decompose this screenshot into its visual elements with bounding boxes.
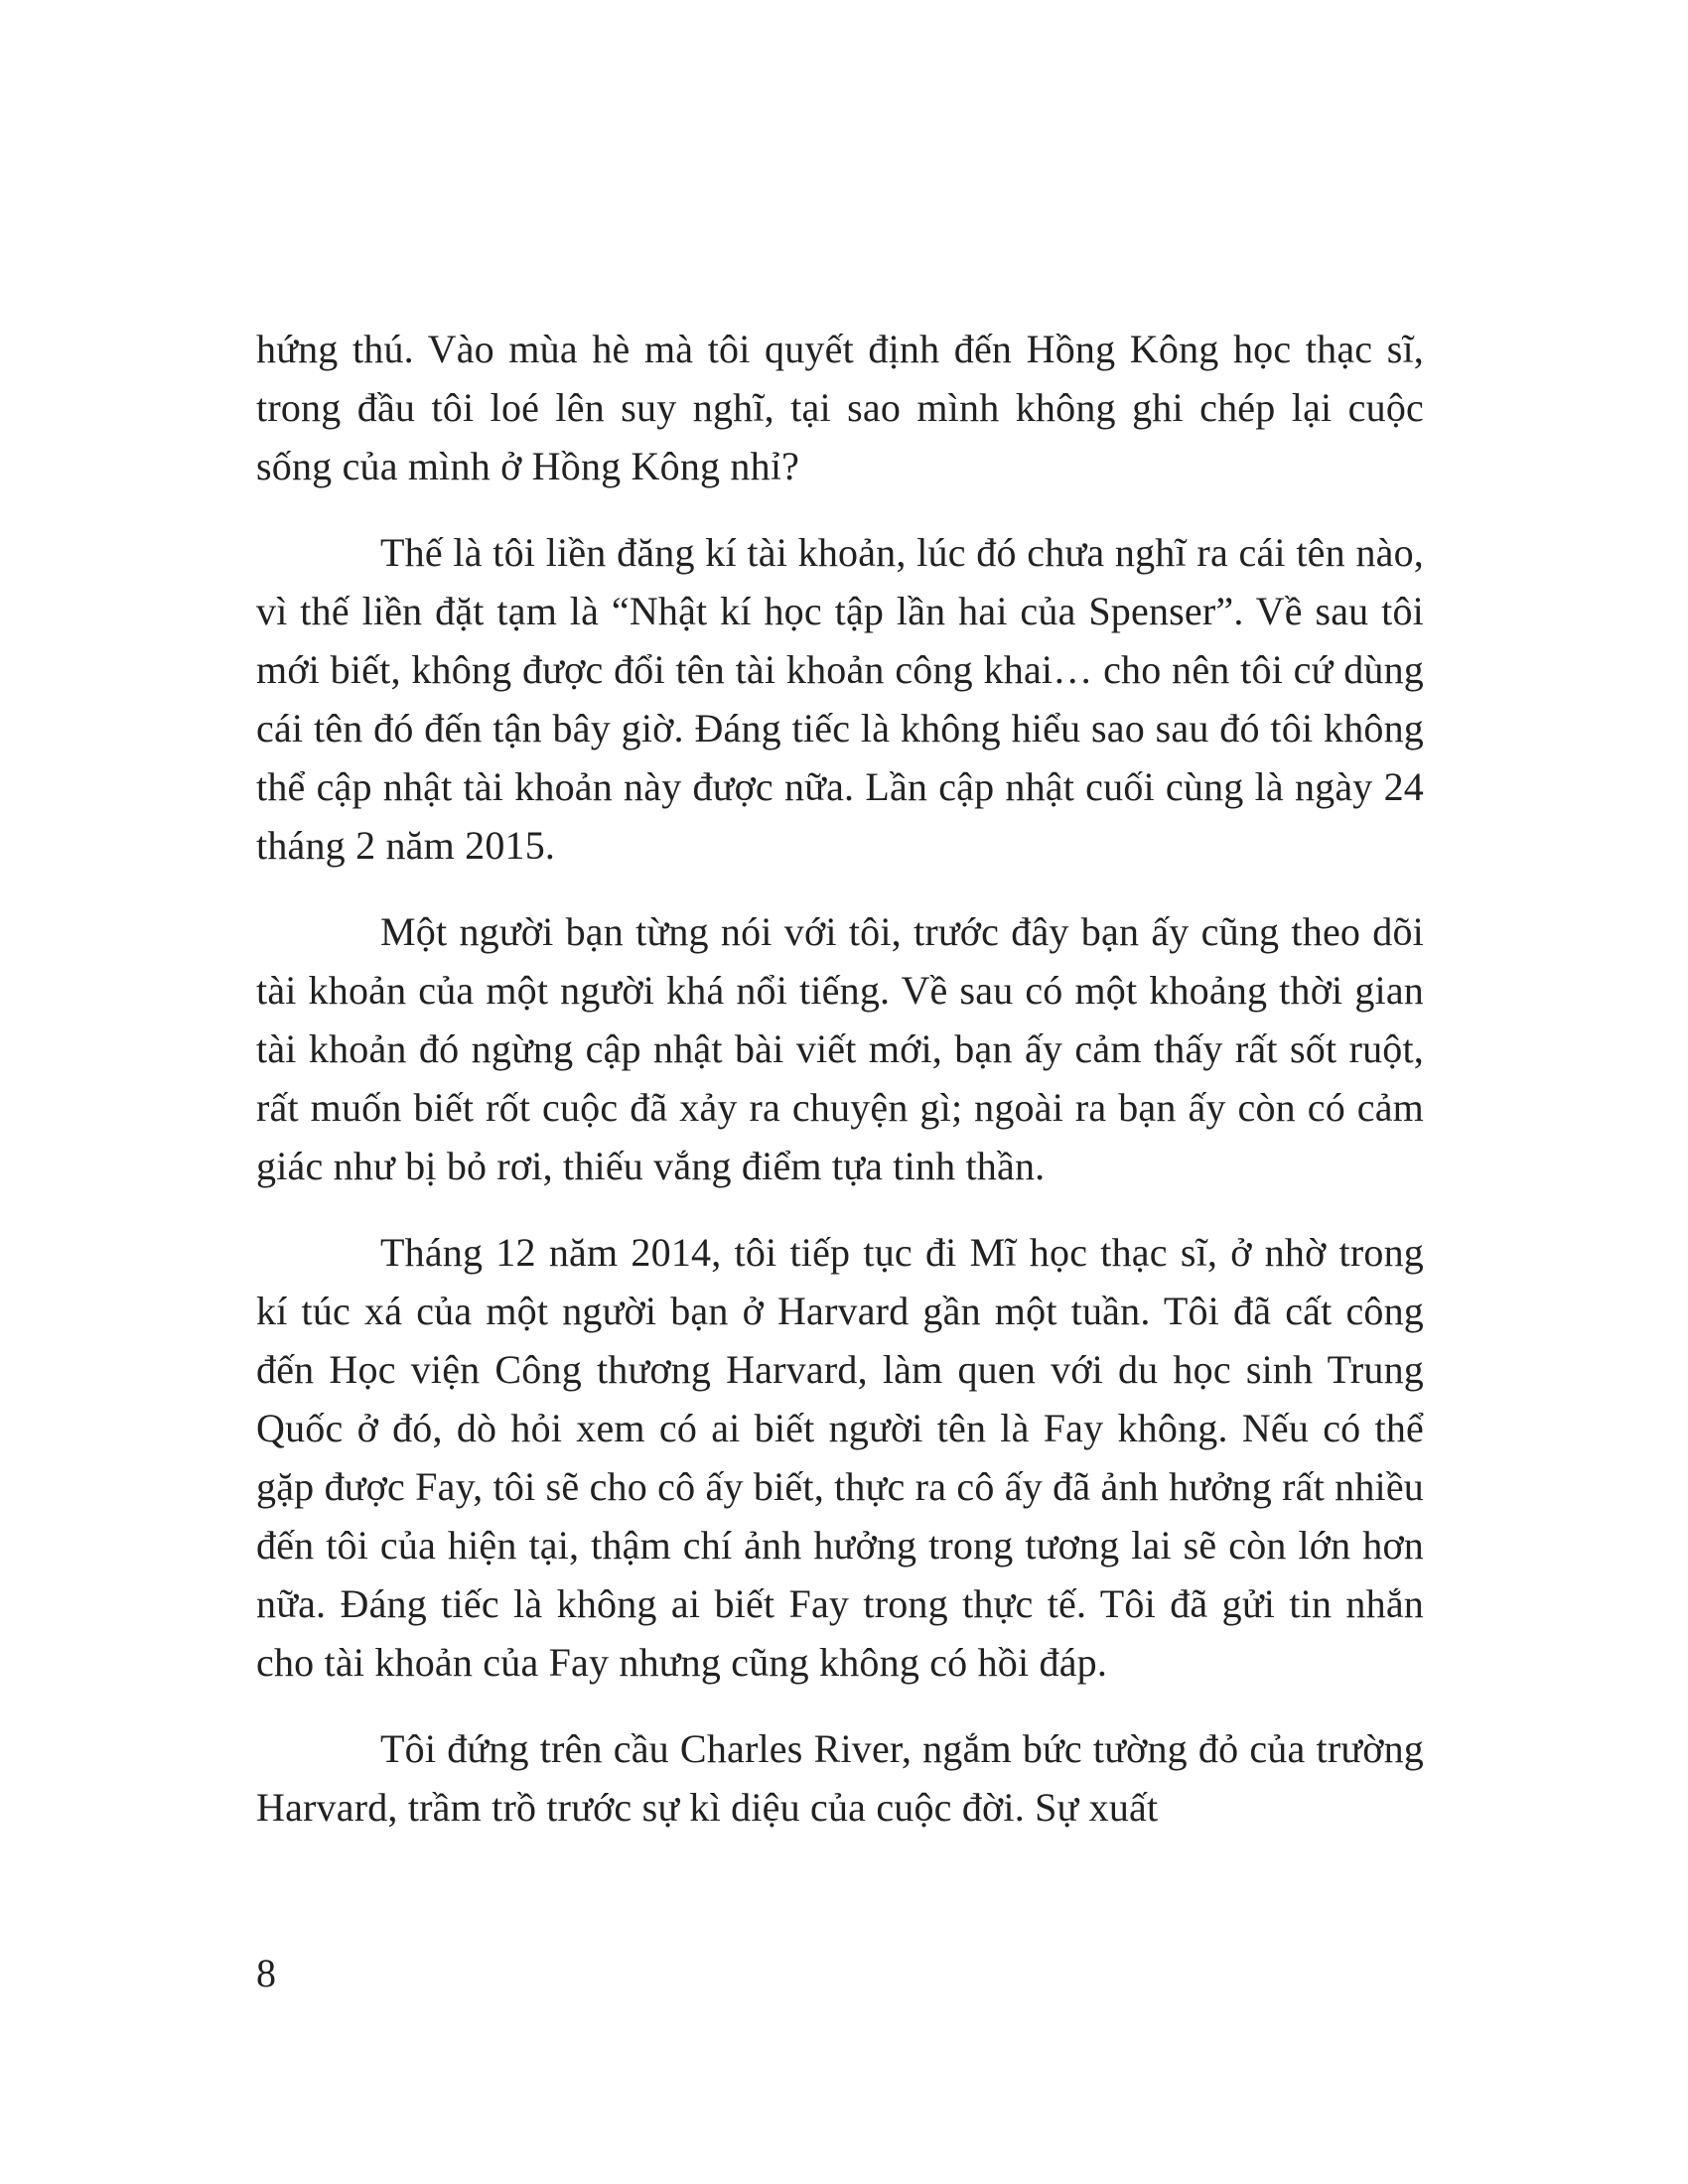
paragraph: Thế là tôi liền đăng kí tài khoản, lúc đó chưa nghĩ ra cái tên nào, vì thế liền đặt tạm là “Nhật kí học tập lần hai của Spenser”. Về sau tôi mới biết, không được đổi tên tài khoản công khai… cho nên tôi cứ dùng cái tên đó đến tận bây giờ. Đáng tiếc là không hiểu sao sau đó tôi không thể cập nhật tài khoản này được nữa. Lần cập nhật cuối cùng là ngày 24 tháng 2 năm 2015.: [256, 530, 1424, 868]
body-text: [256, 320, 1424, 1864]
paragraph: Một người bạn từng nói với tôi, trước đây bạn ấy cũng theo dõi tài khoản của một người khá nổi tiếng. Về sau có một khoảng thời gian tài khoản đó ngừng cập nhật bài viết mới, bạn ấy cảm thấy rất sốt ruột, rất muốn biết rốt cuộc đã xảy ra chuyện gì; ngoài ra bạn ấy còn có cảm giác như bị bỏ rơi, thiếu vắng điểm tựa tinh thần.: [256, 909, 1424, 1188]
paragraph: Tháng 12 năm 2014, tôi tiếp tục đi Mĩ học thạc sĩ, ở nhờ trong kí túc xá của một người bạn ở Harvard gần một tuần. Tôi đã cất công đến Học viện Công thương Harvard, làm quen với du học sinh Trung Quốc ở đó, dò hỏi xem có ai biết người tên là Fay không. Nếu có thể gặp được Fay, tôi sẽ cho cô ấy biết, thực ra cô ấy đã ảnh hưởng rất nhiều đến tôi của hiện tại, thậm chí ảnh hưởng trong tương lai sẽ còn lớn hơn nữa. Đáng tiếc là không ai biết Fay trong thực tế. Tôi đã gửi tin nhắn cho tài khoản của Fay nhưng cũng không có hồi đáp.: [256, 1230, 1424, 1685]
paragraph: hứng thú. Vào mùa hè mà tôi quyết định đến Hồng Kông học thạc sĩ, trong đầu tôi loé lên suy nghĩ, tại sao mình không ghi chép lại cuộc sống của mình ở Hồng Kông nhỉ?: [256, 327, 1424, 488]
paragraph: Tôi đứng trên cầu Charles River, ngắm bức tường đỏ của trường Harvard, trầm trồ trước sự kì diệu của cuộc đời. Sự xuất: [256, 1726, 1424, 1830]
page-number: 8: [256, 1951, 276, 1995]
